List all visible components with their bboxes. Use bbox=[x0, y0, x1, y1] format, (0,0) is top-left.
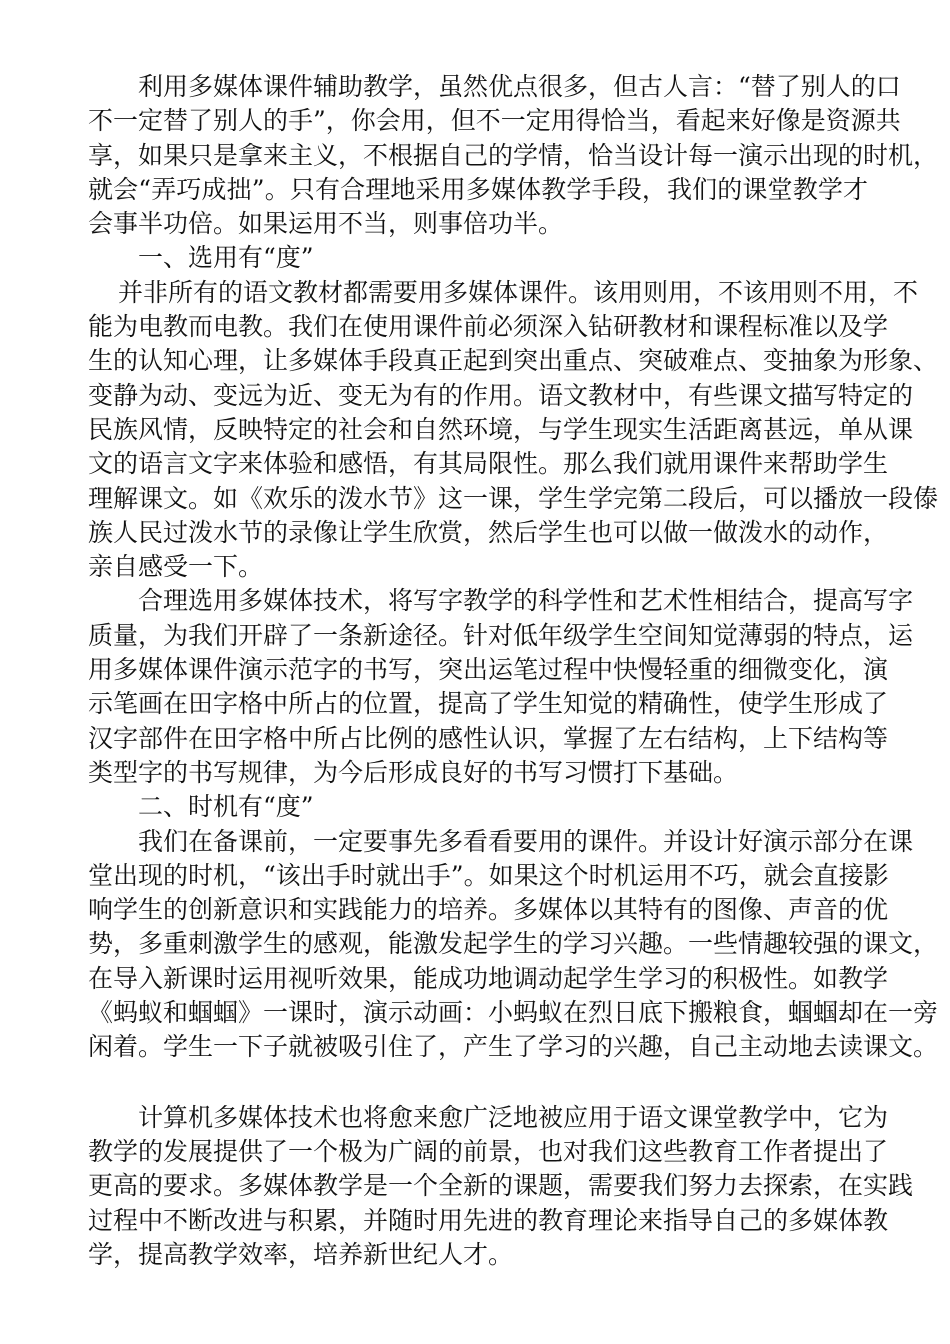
section1-paragraph-2 bbox=[88, 584, 914, 790]
text-line: 类型字的书写规律，为今后形成良好的书写习惯打下基础。 bbox=[88, 757, 739, 787]
text-line: 会事半功倍。如果运用不当，则事倍功半。 bbox=[88, 209, 564, 239]
text-line: 并非所有的语文教材都需要用多媒体课件。该用则用，不该用则不用，不 bbox=[118, 277, 919, 307]
text-line: 堂出现的时机，“该出手时就出手”。如果这个时机运用不巧，就会直接影 bbox=[88, 860, 889, 890]
text-line: 能为电教而电教。我们在使用课件前必须深入钻研教材和课程标准以及学 bbox=[88, 312, 889, 342]
section2-paragraph-1 bbox=[88, 825, 939, 1065]
text-line: 我们在备课前，一定要事先多看看要用的课件。并设计好演示部分在课 bbox=[138, 826, 914, 856]
text-line: 亲自感受一下。 bbox=[88, 552, 264, 582]
document-body bbox=[88, 70, 939, 1272]
text-line: 变静为动、变远为近、变无为有的作用。语文教材中，有些课文描写特定的 bbox=[88, 380, 914, 410]
text-line: 就会“弄巧成拙”。只有合理地采用多媒体教学手段，我们的课堂教学才 bbox=[88, 174, 868, 204]
text-line: 闲着。学生一下子就被吸引住了，产生了学习的兴趣，自己主动地去读课文。 bbox=[88, 1032, 939, 1062]
text-line: 过程中不断改进与积累，并随时用先进的教育理论来指导自己的多媒体教 bbox=[88, 1205, 889, 1235]
section-heading-2: 二、时机有“度” bbox=[138, 792, 314, 822]
intro-paragraph bbox=[88, 70, 939, 241]
text-line: 学，提高教学效率，培养新世纪人才。 bbox=[88, 1239, 514, 1269]
text-line: 不一定替了别人的手”，你会用，但不一定用得恰当，看起来好像是资源共 bbox=[88, 106, 901, 136]
text-line: 教学的发展提供了一个极为广阔的前景，也对我们这些教育工作者提出了 bbox=[88, 1136, 889, 1166]
text-line: 享，如果只是拿来主义，不根据自己的学情，恰当设计每一演示出现的时机， bbox=[88, 140, 939, 170]
text-line: 生的认知心理，让多媒体手段真正起到突出重点、突破难点、变抽象为形象、 bbox=[88, 346, 939, 376]
section1-paragraph-1 bbox=[88, 276, 939, 585]
text-line: 利用多媒体课件辅助教学，虽然优点很多，但古人言：“替了别人的口 bbox=[138, 72, 901, 101]
section-heading-1: 一、选用有“度” bbox=[138, 243, 314, 273]
text-line: 《蚂蚁和蝈蝈》一课时，演示动画：小蚂蚁在烈日底下搬粮食，蝈蝈却在一旁 bbox=[88, 998, 939, 1028]
text-line: 示笔画在田字格中所占的位置，提高了学生知觉的精确性，使学生形成了 bbox=[88, 689, 889, 719]
text-line: 族人民过泼水节的录像让学生欣赏，然后学生也可以做一做泼水的动作， bbox=[88, 517, 889, 547]
paragraph-spacer bbox=[88, 1065, 868, 1101]
text-line: 更高的要求。多媒体教学是一个全新的课题，需要我们努力去探索，在实践 bbox=[88, 1171, 914, 1201]
text-line: 响学生的创新意识和实践能力的培养。多媒体以其特有的图像、声音的优 bbox=[88, 895, 889, 925]
text-line: 用多媒体课件演示范字的书写，突出运笔过程中快慢轻重的细微变化，演 bbox=[88, 655, 889, 685]
text-line: 质量，为我们开辟了一条新途径。针对低年级学生空间知觉薄弱的特点，运 bbox=[88, 620, 914, 650]
text-line: 合理选用多媒体技术，将写字教学的科学性和艺术性相结合，提高写字 bbox=[138, 586, 914, 616]
text-line: 计算机多媒体技术也将愈来愈广泛地被应用于语文课堂教学中，它为 bbox=[138, 1102, 889, 1132]
text-line: 汉字部件在田字格中所占比例的感性认识，掌握了左右结构，上下结构等 bbox=[88, 723, 889, 753]
text-line: 文的语言文字来体验和感悟，有其局限性。那么我们就用课件来帮助学生 bbox=[88, 449, 889, 479]
text-line: 在导入新课时运用视听效果，能成功地调动起学生学习的积极性。如教学 bbox=[88, 963, 889, 993]
text-line: 势，多重刺激学生的感观，能激发起学生的学习兴趣。一些情趣较强的课文， bbox=[88, 929, 939, 959]
text-line: 理解课文。如《欢乐的泼水节》这一课，学生学完第二段后，可以播放一段傣 bbox=[88, 483, 939, 513]
text-line: 民族风情，反映特定的社会和自然环境，与学生现实生活距离甚远，单从课 bbox=[88, 414, 914, 444]
conclusion-paragraph bbox=[88, 1101, 914, 1272]
